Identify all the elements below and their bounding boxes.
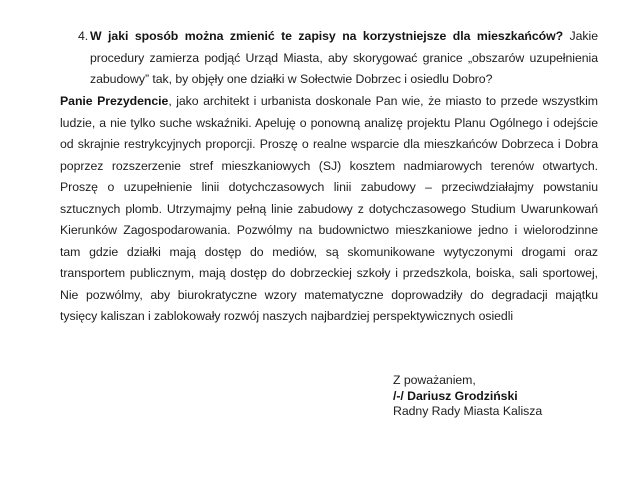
signature-block (393, 373, 542, 420)
signature-closing: Z poważaniem, (393, 373, 476, 387)
signature-name: /-/ Dariusz Grodziński (393, 388, 518, 403)
question-text (90, 26, 598, 91)
appeal-paragraph (60, 91, 598, 328)
question-item-4 (78, 26, 598, 91)
paragraph-body-text: , jako architekt i urbanista doskonale Pan wie, że miasto to przede wszystkim ludzie, a nie tylko suche wskaźniki. Apeluję o ponowną analizę projektu Planu Ogólnego i odejście od skrajnie restrykcyjnych proporcji. Proszę o realne wsparcie dla mieszkańców Dobrzeca i Dobra poprzez rozszerzenie stref mieszkaniowych (SJ) kosztem nadmiarowych terenów otwartych. Proszę o uzupełnienie linii dotychczasowych linii zabudowy – przeciwdziałajmy powstaniu sztucznych plomb. Utrzymajmy pełną linie zabudowy z dotychczasowego Studium Uwarunkowań Kierunków Zagospodarowania. Pozwólmy na budownictwo mieszkaniowe jedno i wielorodzinne tam gdzie działki mają dostęp do mediów, są skomunikowane wytyczonymi drogami oraz transportem publicznym, mają dostęp do dobrzeckiej szkoły i przedszkola, boiska, sali sportowej, Nie pozwólmy, aby biurokratyczne wzory matematyczne doprowadziły do degradacji majątku tysięcy kaliszan i zablokowały rozwój naszych najbardziej perspektywicznych osiedli (60, 94, 598, 323)
signature-role: Radny Rady Miasta Kalisza (393, 404, 543, 419)
question-bold-text: W jaki sposób można zmienić te zapisy na korzystniejsze dla mieszkańców? (90, 29, 564, 43)
question-rest-text: Jakie procedury zamierza podjąć Urząd Miasta, aby skorygować granice „obszarów uzupełnienia zabudowy” tak, by objęły one działki w Sołectwie Dobrzec i osiedlu Dobro? (90, 29, 598, 87)
question-number: 4. (78, 29, 89, 43)
paragraph-lead-bold: Panie Prezydencie (60, 94, 169, 108)
